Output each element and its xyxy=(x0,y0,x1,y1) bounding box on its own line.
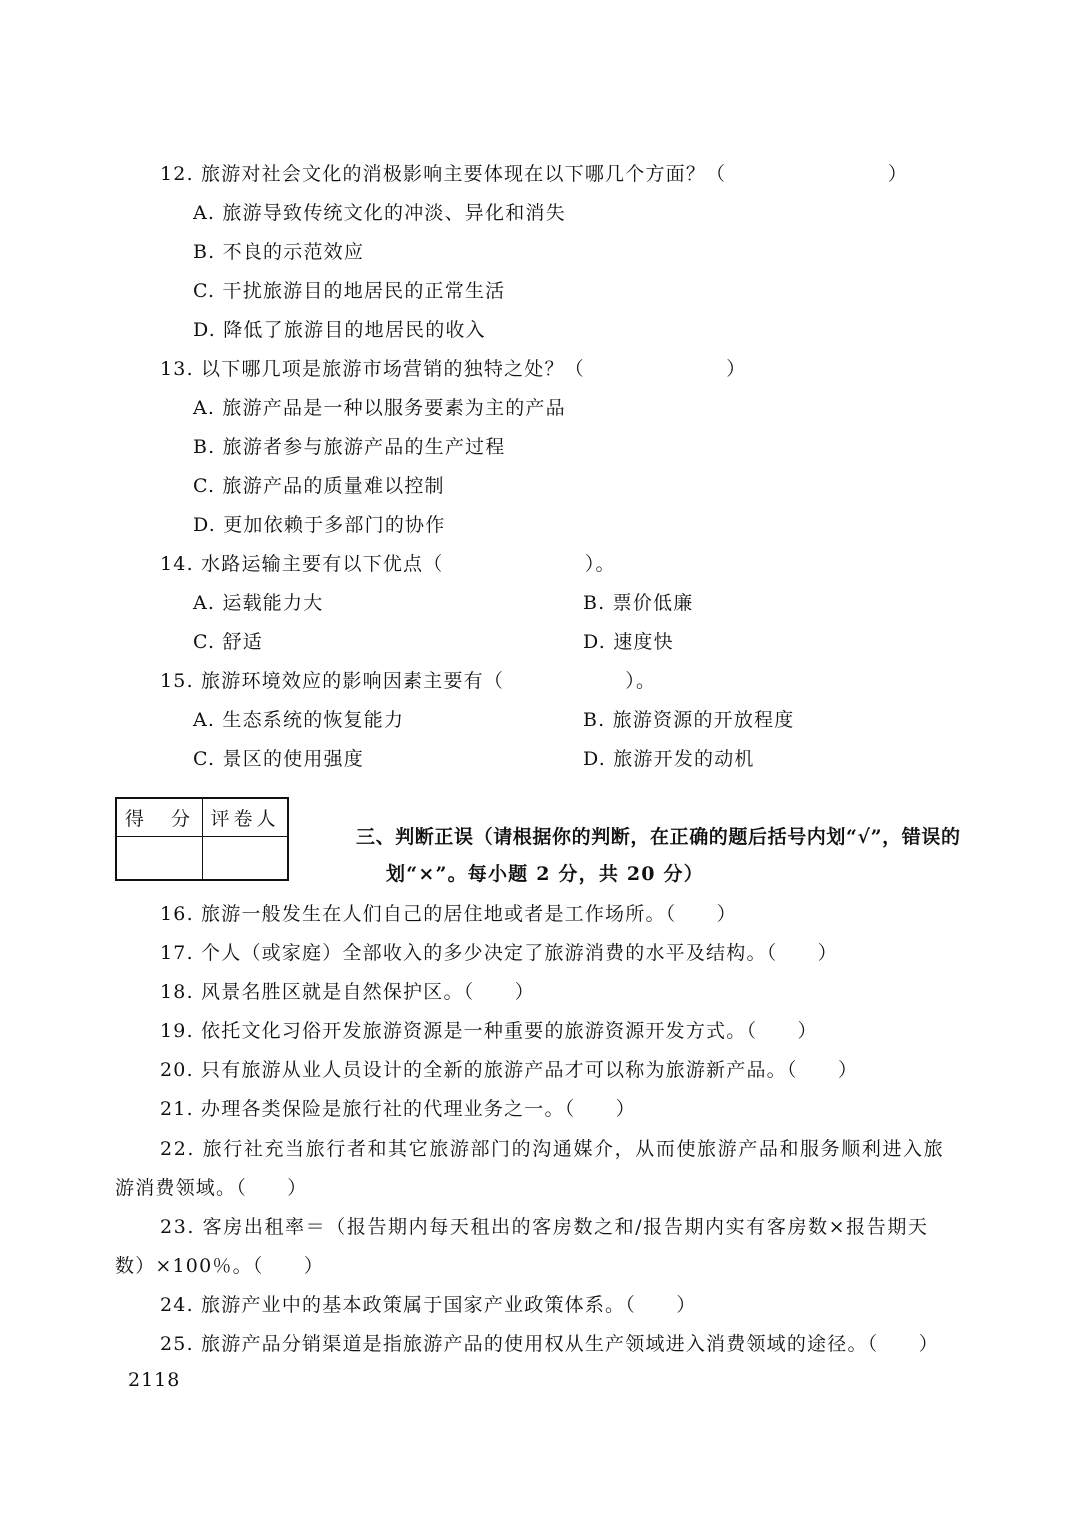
grader-entry-cell xyxy=(203,837,287,879)
tf-question-24: 24. 旅游产业中的基本政策属于国家产业政策体系。（ ） xyxy=(160,1294,697,1316)
q15-option-d: D. 旅游开发的动机 xyxy=(583,748,755,770)
q14-option-c: C. 舒适 xyxy=(193,631,263,653)
tf-question-22-line2: 游消费领域。（ ） xyxy=(115,1177,308,1199)
q13-option-c: C. 旅游产品的质量难以控制 xyxy=(193,475,445,497)
tf-question-17: 17. 个人（或家庭）全部收入的多少决定了旅游消费的水平及结构。（ ） xyxy=(160,942,838,964)
q13-stem: 13. 以下哪几项是旅游市场营销的独特之处？（ ） xyxy=(160,358,747,380)
q13-option-a: A. 旅游产品是一种以服务要素为主的产品 xyxy=(193,397,566,419)
q12-stem: 12. 旅游对社会文化的消极影响主要体现在以下哪几个方面？（ ） xyxy=(160,163,909,185)
tf-question-20: 20. 只有旅游从业人员设计的全新的旅游产品才可以称为旅游新产品。（ ） xyxy=(160,1059,859,1081)
tf-question-18: 18. 风景名胜区就是自然保护区。（ ） xyxy=(160,981,535,1003)
q12-option-d: D. 降低了旅游目的地居民的收入 xyxy=(193,319,486,341)
q14-option-a: A. 运载能力大 xyxy=(193,592,324,614)
q12-option-c: C. 干扰旅游目的地居民的正常生活 xyxy=(193,280,506,302)
q15-option-b: B. 旅游资源的开放程度 xyxy=(583,709,795,731)
tf-question-23-line1: 23. 客房出租率＝（报告期内每天租出的客房数之和/报告期内实有客房数×报告期天 xyxy=(160,1216,929,1238)
score-table xyxy=(115,797,289,881)
q15-option-a: A. 生态系统的恢复能力 xyxy=(193,709,405,731)
tf-question-23-line2: 数）×100％。（ ） xyxy=(115,1255,325,1277)
q15-option-c: C. 景区的使用强度 xyxy=(193,748,364,770)
q14-option-b: B. 票价低廉 xyxy=(583,592,694,614)
q13-option-d: D. 更加依赖于多部门的协作 xyxy=(193,514,446,536)
q14-option-d: D. 速度快 xyxy=(583,631,674,653)
score-label: 得 分 xyxy=(117,799,203,837)
q12-option-a: A. 旅游导致传统文化的冲淡、异化和消失 xyxy=(193,202,566,224)
tf-question-16: 16. 旅游一般发生在人们自己的居住地或者是工作场所。（ ） xyxy=(160,903,737,925)
section3-title-line2: 划“×”。每小题 2 分，共 20 分） xyxy=(386,863,704,885)
q12-option-b: B. 不良的示范效应 xyxy=(193,241,365,263)
tf-question-19: 19. 依托文化习俗开发旅游资源是一种重要的旅游资源开发方式。（ ） xyxy=(160,1020,818,1042)
q14-stem: 14. 水路运输主要有以下优点（ ）。 xyxy=(160,553,616,575)
q13-option-b: B. 旅游者参与旅游产品的生产过程 xyxy=(193,436,506,458)
section3-title-line1: 三、判断正误（请根据你的判断，在正确的题后括号内划“√”，错误的 xyxy=(356,826,961,848)
tf-question-21: 21. 办理各类保险是旅行社的代理业务之一。（ ） xyxy=(160,1098,636,1120)
tf-question-25: 25. 旅游产品分销渠道是指旅游产品的使用权从生产领域进入消费领域的途径。（ ） xyxy=(160,1333,939,1355)
q15-stem: 15. 旅游环境效应的影响因素主要有（ ）。 xyxy=(160,670,657,692)
page-number: 2118 xyxy=(128,1369,181,1391)
grader-label: 评卷人 xyxy=(203,799,287,837)
score-entry-cell xyxy=(117,837,203,879)
tf-question-22-line1: 22. 旅行社充当旅行者和其它旅游部门的沟通媒介，从而使旅游产品和服务顺利进入旅 xyxy=(160,1138,945,1160)
